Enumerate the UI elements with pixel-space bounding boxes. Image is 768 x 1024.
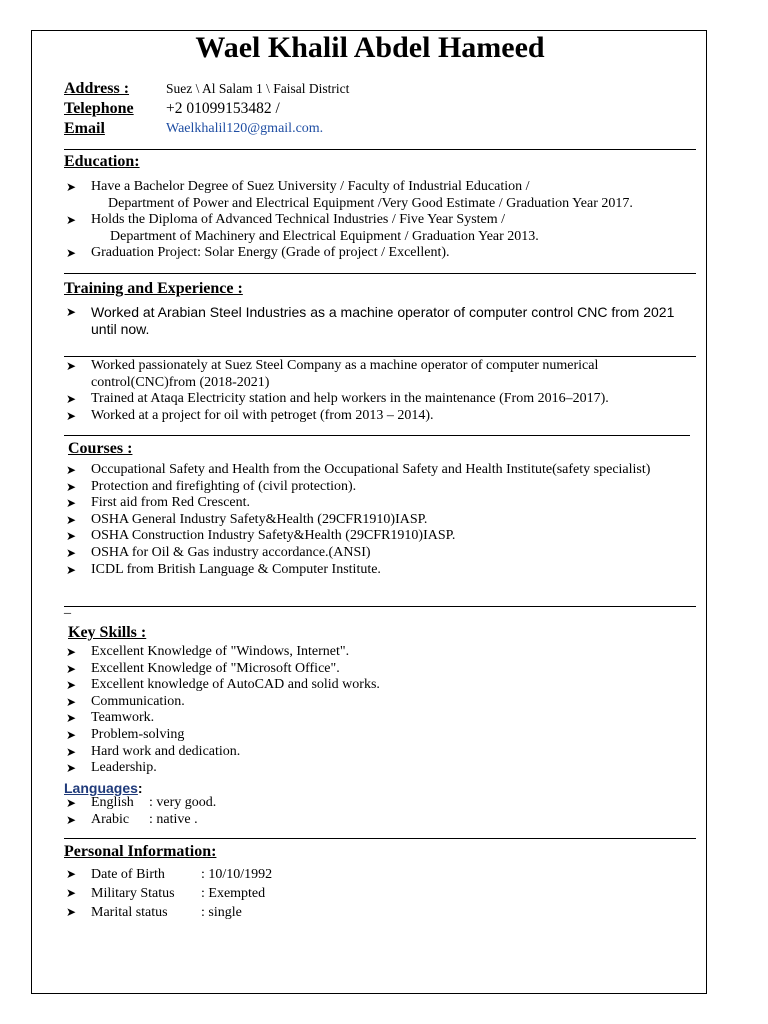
email-row: [64, 120, 324, 138]
arrow-bullet-icon: ➤: [66, 246, 77, 261]
arrow-bullet-icon: ➤: [66, 796, 77, 810]
arrow-bullet-icon: ➤: [66, 744, 77, 759]
list-item: [64, 795, 690, 812]
arrow-bullet-icon: ➤: [66, 886, 77, 900]
language-name: English: [91, 795, 134, 810]
arrow-bullet-icon: ➤: [66, 867, 77, 881]
personal-value: : 10/10/1992: [201, 867, 273, 882]
list-item: ➤ Excellent Knowledge of "Microsoft Office".: [66, 660, 340, 676]
arrow-bullet-icon: ➤: [66, 661, 77, 676]
arrow-bullet-icon: ➤: [66, 479, 77, 494]
list-item: ➤ Communication.: [66, 693, 185, 709]
arrow-bullet-icon: ➤: [66, 545, 77, 560]
divider: [64, 435, 690, 436]
arrow-bullet-icon: ➤: [66, 905, 77, 919]
list-item-continuation: Department of Machinery and Electrical Equipment / Graduation Year 2013.: [110, 228, 539, 244]
language-level: : very good.: [149, 795, 217, 810]
address-value: Suez \ Al Salam 1 \ Faisal District: [166, 81, 350, 96]
languages-heading-colon: :: [137, 780, 143, 796]
list-item: ➤ Worked at a project for oil with petroget (from 2013 – 2014).: [66, 407, 434, 423]
divider: [64, 838, 696, 839]
list-item: ➤ Have a Bachelor Degree of Suez University / Faculty of Industrial Education /: [66, 179, 530, 194]
arrow-bullet-icon: ➤: [66, 305, 77, 319]
arrow-bullet-icon: ➤: [66, 496, 77, 511]
email-value[interactable]: Waelkhalil120@gmail.com.: [166, 121, 324, 136]
list-item: ➤ Worked passionately at Suez Steel Company as a machine operator of computer numerical control(CNC)from (2018-2021): [66, 358, 599, 390]
arrow-bullet-icon: ➤: [66, 678, 77, 693]
divider: [64, 356, 696, 357]
language-level: : native .: [149, 811, 198, 827]
training-heading: Training and Experience :: [64, 280, 243, 297]
personal-value: : single: [201, 905, 242, 920]
arrow-bullet-icon: ➤: [66, 359, 77, 373]
personal-list: [64, 865, 690, 922]
resume-name: Wael Khalil Abdel Hameed: [195, 31, 545, 64]
resume-page: [31, 30, 707, 994]
divider: [64, 149, 696, 150]
education-list: [64, 179, 690, 262]
email-label: Email: [64, 120, 105, 137]
list-item: [64, 812, 690, 829]
skills-list: [64, 644, 690, 777]
divider: [64, 273, 696, 274]
arrow-bullet-icon: ➤: [66, 392, 77, 407]
list-item: [64, 903, 690, 922]
arrow-bullet-icon: ➤: [66, 408, 77, 423]
arrow-bullet-icon: ➤: [66, 512, 77, 527]
language-name: Arabic: [91, 811, 130, 827]
list-item: ➤ OSHA General Industry Safety&Health (29CFR1910)IASP.: [66, 511, 428, 527]
list-item-continuation: Department of Power and Electrical Equipment /Very Good Estimate / Graduation Year 2017.: [108, 195, 633, 211]
arrow-bullet-icon: ➤: [66, 727, 77, 742]
arrow-bullet-icon: ➤: [66, 529, 77, 544]
telephone-label: Telephone: [64, 100, 134, 117]
list-item: ➤ Graduation Project: Solar Energy (Grade of project / Excellent).: [66, 245, 450, 261]
list-item: ➤ First aid from Red Crescent.: [66, 495, 251, 511]
arrow-bullet-icon: ➤: [66, 213, 77, 228]
telephone-row: [64, 100, 280, 118]
list-item: ➤ Leadership.: [66, 760, 157, 776]
list-item: [64, 884, 690, 903]
list-item: ➤ OSHA for Oil & Gas industry accordance.(ANSI): [66, 544, 371, 560]
list-item: ➤ Protection and firefighting of (civil protection).: [66, 478, 357, 494]
address-row: [64, 80, 350, 98]
list-item: ➤ Hard work and dedication.: [66, 743, 241, 759]
trailing-mark: _: [64, 601, 71, 616]
personal-value: : Exempted: [201, 886, 266, 901]
arrow-bullet-icon: ➤: [66, 711, 77, 726]
arrow-bullet-icon: ➤: [66, 761, 77, 776]
list-item: [64, 865, 690, 884]
arrow-bullet-icon: ➤: [66, 645, 77, 659]
personal-label: Military Status: [91, 886, 175, 901]
list-item: ➤ Teamwork.: [66, 710, 155, 726]
education-heading: Education:: [64, 153, 140, 170]
arrow-bullet-icon: ➤: [66, 562, 77, 577]
languages-list: [64, 795, 690, 828]
divider: [64, 606, 696, 607]
list-item: ➤ Holds the Diploma of Advanced Technical Industries / Five Year System /: [66, 212, 506, 228]
list-item: ➤ OSHA Construction Industry Safety&Health (29CFR1910)IASP.: [66, 528, 456, 544]
languages-heading-text: Languages: [64, 780, 138, 796]
telephone-value: +2 01099153482 /: [166, 100, 280, 117]
address-label: Address :: [64, 80, 130, 97]
training-list: [64, 358, 690, 424]
personal-heading: Personal Information:: [64, 843, 217, 860]
list-item: ➤ Excellent knowledge of AutoCAD and solid works.: [66, 677, 380, 693]
arrow-bullet-icon: ➤: [66, 180, 77, 194]
personal-label: Date of Birth: [91, 867, 165, 882]
list-item: ➤ Excellent Knowledge of "Windows, Internet".: [66, 644, 350, 659]
personal-label: Marital status: [91, 905, 168, 920]
arrow-bullet-icon: ➤: [66, 463, 77, 477]
list-item: ➤ Trained at Ataqa Electricity station and help workers in the maintenance (From 2016–2017).: [66, 391, 609, 407]
arrow-bullet-icon: ➤: [66, 694, 77, 709]
list-item: ➤ Occupational Safety and Health from the Occupational Safety and Health Institute(safety specialist): [66, 462, 651, 477]
courses-heading: Courses :: [68, 440, 133, 457]
training-first-list: [64, 304, 690, 337]
list-item: ➤ Worked at Arabian Steel Industries as a machine operator of computer control CNC from 2021 until now.: [66, 304, 675, 337]
arrow-bullet-icon: ➤: [66, 812, 77, 827]
languages-heading: [64, 780, 143, 796]
courses-list: [64, 462, 690, 578]
list-item: ➤ ICDL from British Language & Computer Institute.: [66, 561, 381, 577]
list-item: ➤ Problem-solving: [66, 726, 185, 742]
skills-heading: Key Skills :: [68, 624, 147, 641]
